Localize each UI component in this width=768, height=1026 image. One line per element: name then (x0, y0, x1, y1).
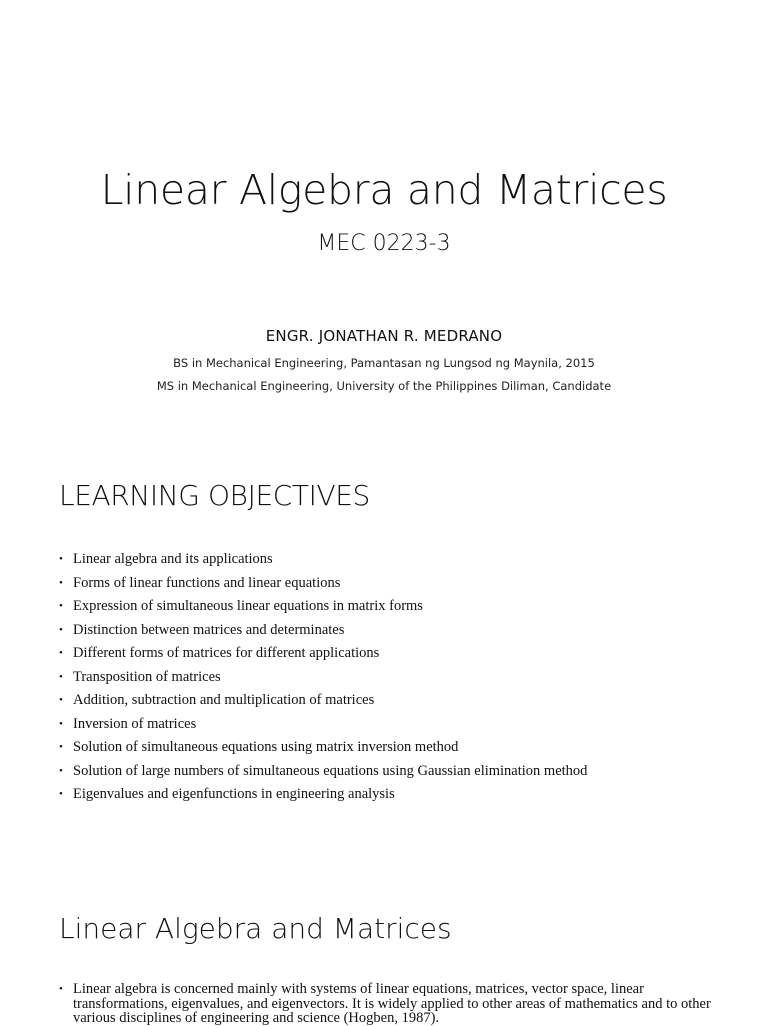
list-item-text: Addition, subtraction and multiplication of matrices (73, 692, 375, 708)
list-item (59, 783, 587, 807)
credential-ms: MS in Mechanical Engineering, University of the Philippines Diliman, Candidate (156, 379, 612, 393)
bullet-icon: • (59, 600, 63, 612)
list-item-text: Inversion of matrices (73, 715, 197, 732)
list-item (59, 548, 587, 572)
list-item (59, 619, 587, 643)
list-item (59, 595, 587, 619)
list-item-text: Expression of simultaneous linear equations in matrix forms (73, 598, 423, 614)
list-item (59, 666, 587, 690)
objectives-slide (0, 432, 768, 864)
bullet-icon: • (59, 788, 63, 800)
bullet-icon: • (59, 576, 63, 589)
intro-heading: Linear Algebra and Matrices (59, 912, 452, 945)
bullet-icon: • (59, 741, 63, 753)
bullet-icon: • (59, 983, 63, 995)
list-item-text: Linear algebra and its applications (73, 551, 273, 567)
bullet-icon: • (59, 764, 63, 777)
list-item (59, 760, 587, 784)
list-item (59, 713, 587, 737)
list-item-text: Eigenvalues and eigenfunctions in engineering analysis (73, 786, 395, 802)
bullet-icon: • (59, 717, 63, 730)
list-item-text: Transposition of matrices (73, 668, 221, 685)
list-item-text: Different forms of matrices for different applications (73, 645, 380, 661)
list-item-text: Distinction between matrices and determinates (73, 621, 345, 638)
intro-paragraph-text: Linear algebra is concerned mainly with systems of linear equations, matrices, vector space, linear transformations, eigenvalues, and eigenvectors. It is widely applied to other areas of mathematics and to other various disciplines of engineering and science (Hogben, 1987). (73, 981, 711, 1026)
title-slide (0, 0, 768, 432)
bullet-icon: • (59, 623, 63, 636)
bullet-icon: • (59, 647, 63, 659)
list-item (59, 572, 587, 596)
objectives-heading: LEARNING OBJECTIVES (59, 479, 370, 512)
bullet-icon: • (59, 670, 63, 683)
instructor-name: ENGR. JONATHAN R. MEDRANO (265, 327, 503, 345)
list-item (59, 642, 587, 666)
bullet-icon: • (59, 694, 63, 706)
list-item (59, 736, 587, 760)
credential-bs: BS in Mechanical Engineering, Pamantasan ng Lungsod ng Maynila, 2015 (173, 356, 595, 370)
objectives-list (59, 548, 587, 807)
list-item (59, 689, 587, 713)
bullet-icon: • (59, 553, 63, 565)
list-item-text: Solution of large numbers of simultaneous equations using Gaussian elimination method (73, 762, 588, 779)
slide-title: Linear Algebra and Matrices (100, 166, 668, 214)
course-code: MEC 0223-3 (317, 231, 451, 256)
list-item-text: Solution of simultaneous equations using matrix inversion method (73, 739, 459, 755)
intro-paragraph (59, 982, 723, 1026)
list-item-text: Forms of linear functions and linear equations (73, 574, 341, 591)
intro-slide (0, 864, 768, 1024)
